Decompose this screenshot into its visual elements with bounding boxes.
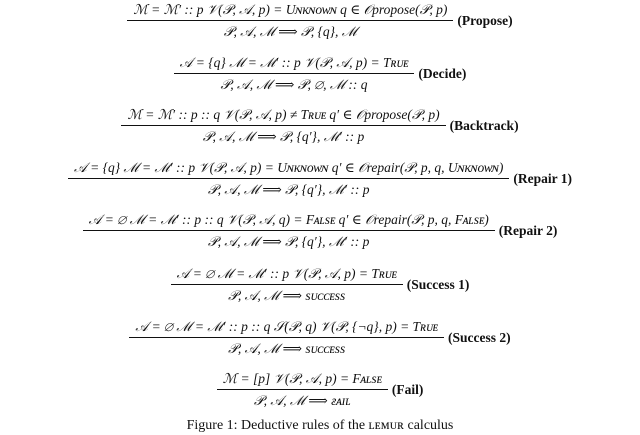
- inference-fraction: [83, 211, 495, 250]
- rule-success-1: [0, 265, 640, 304]
- rule-decide: [0, 54, 640, 93]
- rule-premise: 𝒜 = {q} ℳ = ℳ′ :: p 𝒱(𝒫, 𝒜, p) = Uɴᴋɴᴏᴡɴ q′ ∈ 𝒪repair(𝒫, p, q, Uɴᴋɴᴏᴡɴ): [73, 160, 504, 175]
- inference-fraction: [129, 318, 444, 357]
- rule-name: (Success 1): [406, 276, 470, 292]
- rule-conclusion: 𝒫, 𝒜, ℳ ⟹ sᴜᴄᴄᴇss: [228, 341, 346, 356]
- rule-premise: 𝒜 = ∅ ℳ = ℳ′ :: p :: q 𝒮(𝒫, q) 𝒱(𝒫, {¬q}, p) = Tʀᴜᴇ: [135, 319, 438, 334]
- rule-premise: ℳ = ℳ′ :: p 𝒱(𝒫, 𝒜, p) = Uɴᴋɴᴏᴡɴ q ∈ 𝒪propose(𝒫, p): [133, 2, 448, 17]
- inference-fraction: [171, 265, 403, 304]
- rule-conclusion: 𝒫, 𝒜, ℳ ⟹ 𝒫, ∅, ℳ :: q: [220, 77, 368, 92]
- rule-name: (Repair 2): [498, 222, 558, 238]
- rule-conclusion: 𝒫, 𝒜, ℳ ⟹ ғᴀɪʟ: [253, 393, 351, 408]
- rule-name: (Fail): [391, 381, 424, 397]
- rule-repair-2: [0, 211, 640, 250]
- rule-premise: ℳ = ℳ′ :: p :: q 𝒱(𝒫, 𝒜, p) ≠ Tʀᴜᴇ q′ ∈ 𝒪propose(𝒫, p): [127, 107, 440, 122]
- rule-success-2: [0, 318, 640, 357]
- inference-fraction: [121, 106, 445, 145]
- rule-conclusion: 𝒫, 𝒜, ℳ ⟹ 𝒫, {q}, ℳ: [223, 24, 357, 39]
- rule-name: (Success 2): [447, 329, 511, 345]
- rule-conclusion: 𝒫, 𝒜, ℳ ⟹ 𝒫, {q′}, ℳ′ :: p: [202, 129, 365, 144]
- rule-conclusion: 𝒫, 𝒜, ℳ ⟹ 𝒫, {q′}, ℳ′ :: p: [207, 182, 370, 197]
- rule-name: (Backtrack): [449, 117, 519, 133]
- figure-caption: Figure 1: Deductive rules of the ʟᴇᴍᴜʀ calculus: [186, 418, 454, 433]
- rule-conclusion: 𝒫, 𝒜, ℳ ⟹ sᴜᴄᴄᴇss: [228, 288, 346, 303]
- rule-name: (Repair 1): [513, 170, 573, 186]
- inference-fraction: [68, 159, 509, 198]
- rule-repair-1: [0, 159, 640, 198]
- rule-premise: 𝒜 = ∅ ℳ = ℳ′ :: p :: q 𝒱(𝒫, 𝒜, q) = Fᴀʟsᴇ q′ ∈ 𝒪repair(𝒫, p, q, Fᴀʟsᴇ): [88, 212, 489, 227]
- rule-backtrack: [0, 106, 640, 145]
- rule-name: (Propose): [457, 12, 513, 28]
- inference-fraction: [127, 1, 453, 40]
- rule-premise: 𝒜 = ∅ ℳ = ℳ′ :: p 𝒱(𝒫, 𝒜, p) = Tʀᴜᴇ: [176, 266, 397, 281]
- inference-fraction: [174, 54, 415, 93]
- rule-propose: [0, 1, 640, 40]
- rule-premise: 𝒜 = {q} ℳ = ℳ′ :: p 𝒱(𝒫, 𝒜, p) = Tʀᴜᴇ: [179, 55, 409, 70]
- rule-premise: ℳ = [p] 𝒱(𝒫, 𝒜, p) = Fᴀʟsᴇ: [222, 371, 382, 386]
- rule-fail: [0, 370, 640, 409]
- rule-name: (Decide): [418, 65, 467, 81]
- rule-conclusion: 𝒫, 𝒜, ℳ ⟹ 𝒫, {q′}, ℳ′ :: p: [207, 234, 370, 249]
- inference-fraction: [217, 370, 388, 409]
